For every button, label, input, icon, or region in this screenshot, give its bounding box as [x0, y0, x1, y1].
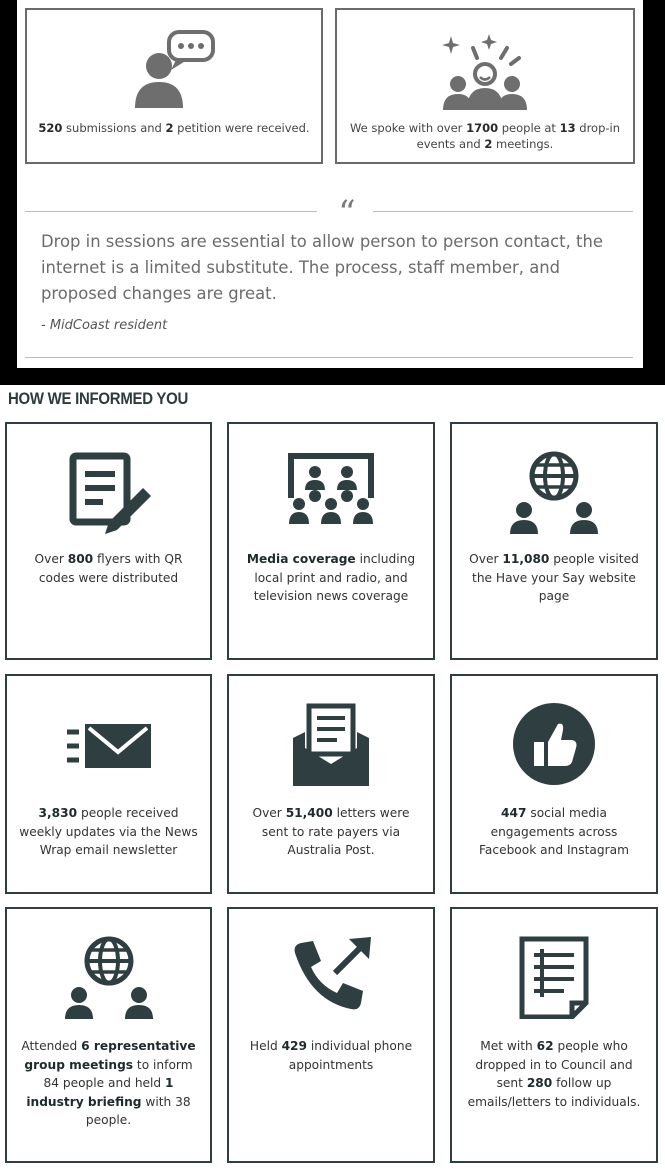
quote-text: Drop in sessions are essential to allow person to person contact, the internet is a limited substitute. The process, staff member, and proposed changes are great. — [41, 232, 603, 303]
email-fast-icon — [63, 702, 155, 790]
card-text-bold: Media coverage — [246, 552, 356, 566]
card-text-run: follow up emails/letters to individuals. — [467, 1076, 641, 1109]
card-text-run: Attended — [21, 1039, 82, 1053]
card-text-bold: 429 — [281, 1039, 308, 1053]
info-card-text — [239, 804, 423, 860]
card-text-run: social media engagements across Facebook and Instagram — [479, 806, 629, 857]
card-text-bold: 800 — [67, 552, 94, 566]
group-celebrate-icon — [441, 32, 529, 114]
info-card-phone — [227, 907, 435, 1163]
info-card-website — [450, 422, 658, 660]
info-card-text — [17, 1037, 200, 1130]
card-text-bold: 51,400 — [285, 806, 333, 820]
media-screen-audience-icon — [285, 450, 377, 538]
card-text-run: individual phone appointments — [288, 1039, 413, 1072]
info-card-meetings — [5, 907, 212, 1163]
info-card-text — [462, 1037, 646, 1111]
globe-people-icon — [508, 450, 600, 538]
info-card-media — [227, 422, 435, 660]
info-card-text — [239, 550, 423, 606]
stat-text-drop-in: We spoke with over 1700 people at 13 drop-in events and 2 meetings. — [349, 121, 621, 151]
quote-author: - MidCoast resident — [41, 318, 168, 333]
card-text-run: people who dropped in to Council and sent — [475, 1039, 633, 1090]
flyer-pen-icon — [63, 450, 155, 538]
info-card-letters — [227, 674, 435, 894]
card-text-run: to inform 84 people and held — [43, 1057, 193, 1090]
stat-text-submissions: 520 submissions and 2 petition were received. — [38, 121, 310, 135]
card-text-run: flyers with QR codes were distributed — [38, 552, 183, 585]
quote-divider-bottom — [25, 357, 633, 358]
card-text-run: people received weekly updates via the News Wrap email newsletter — [19, 806, 198, 857]
document-list-icon — [508, 935, 600, 1023]
info-card-text — [462, 550, 646, 606]
thumbs-up-icon — [508, 702, 600, 790]
quote-divider-right — [373, 211, 633, 212]
info-card-text — [239, 1037, 423, 1074]
stat-card-submissions — [25, 8, 323, 164]
card-text-run: with 38 people. — [85, 1094, 191, 1127]
card-text-run: Over — [469, 552, 503, 566]
letter-envelope-icon — [285, 702, 377, 790]
quote-divider-left — [25, 211, 317, 212]
card-text-bold: 447 — [501, 806, 527, 820]
card-text-run: Over — [252, 806, 286, 820]
card-text-run: including local print and radio, and television news coverage — [253, 552, 416, 603]
info-card-text — [17, 804, 200, 860]
card-text-run: Held — [249, 1039, 282, 1053]
card-text-run: letters were sent to rate payers via Australia Post. — [261, 806, 410, 857]
card-text-bold: 62 — [536, 1039, 554, 1053]
info-card-social — [450, 674, 658, 894]
info-card-text — [462, 804, 646, 860]
info-card-newsletter — [5, 674, 212, 894]
speech-bubble-person-icon — [131, 30, 217, 112]
card-text-bold: 3,830 — [38, 806, 78, 820]
info-card-flyers — [5, 422, 212, 660]
top-frame — [0, 0, 665, 385]
card-text-run: people visited the Have your Say website page — [472, 552, 639, 603]
card-text-bold: 11,080 — [502, 552, 550, 566]
stat-card-drop-in — [335, 8, 635, 164]
card-text-bold: 6 representative group meetings — [24, 1039, 196, 1072]
card-text-bold: 1 industry briefing — [26, 1076, 174, 1109]
quote-mark-icon: “ — [338, 193, 356, 233]
section-title: HOW WE INFORMED YOU — [8, 389, 189, 408]
phone-outgoing-icon — [285, 935, 377, 1023]
info-card-follow-up — [450, 907, 658, 1163]
feedback-panel — [17, 0, 643, 368]
card-text-run: Over — [34, 552, 68, 566]
card-text-bold: 280 — [526, 1076, 553, 1090]
info-card-text — [17, 550, 200, 587]
card-text-run: Met with — [480, 1039, 537, 1053]
globe-people-icon — [63, 935, 155, 1023]
